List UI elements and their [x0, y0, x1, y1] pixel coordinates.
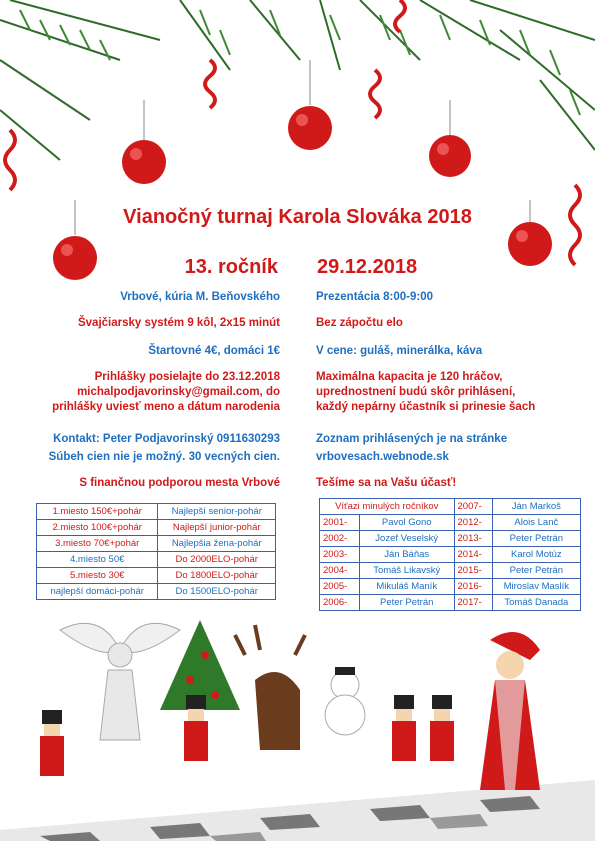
winner-name: Jozef Veselský: [359, 531, 454, 547]
winner-year: 2015-: [454, 563, 492, 579]
capacity-line-1: Maximálna kapacita je 120 hráčov,: [316, 371, 503, 383]
prize-category: Do 1800ELO-pohár: [158, 568, 276, 584]
capacity-line-3: každý nepárny účastník si prinesie šach: [316, 401, 536, 413]
elo-note: Bez zápočtu elo: [316, 317, 403, 329]
registration-line-1: Prihlášky posielajte do 23.12.2018: [94, 371, 280, 383]
winner-name: Peter Petrán: [359, 595, 454, 611]
winner-name: Karol Motúz: [492, 547, 580, 563]
event-date: 29.12.2018: [317, 256, 418, 278]
table-row: [320, 531, 581, 547]
bauble-1: [122, 100, 166, 184]
table-row: [37, 568, 276, 584]
winner-year: 2001-: [320, 515, 360, 531]
winner-year: 2002-: [320, 531, 360, 547]
prize-category: Do 2000ELO-pohár: [158, 552, 276, 568]
prize-category: Najlepší senior-pohár: [158, 504, 276, 520]
table-row: [37, 552, 276, 568]
table-row: [37, 584, 276, 600]
presentation-time: Prezentácia 8:00-9:00: [316, 291, 433, 303]
tournament-system: Švajčiarsky systém 9 kôl, 2x15 minút: [77, 317, 280, 329]
table-header-row: [320, 499, 581, 515]
table-row: [320, 515, 581, 531]
winner-name: Mikuláš Maník: [359, 579, 454, 595]
winner-name: Ján Markoš: [492, 499, 580, 515]
winner-name: Tomáš Danada: [492, 595, 580, 611]
list-website[interactable]: vrbovesach.webnode.sk: [316, 451, 449, 463]
winners-table: [319, 498, 581, 611]
registration-line-3: prihlášky uviesť meno a dátum narodenia: [52, 401, 280, 413]
nutcracker-3: [392, 695, 416, 761]
prize-place: 3.miesto 70€+pohár: [37, 536, 158, 552]
winner-year: 2007-: [454, 499, 492, 515]
table-row: [37, 520, 276, 536]
prize-place: 1.miesto 150€+pohár: [37, 504, 158, 520]
winner-name: Miroslav Maslík: [492, 579, 580, 595]
winner-year: 2017-: [454, 595, 492, 611]
table-row: [37, 536, 276, 552]
table-row: [320, 563, 581, 579]
winner-name: Peter Petrán: [492, 563, 580, 579]
nutcracker-2: [184, 695, 208, 761]
winner-year: 2013-: [454, 531, 492, 547]
winner-year: 2005-: [320, 579, 360, 595]
winner-name: Peter Petrán: [492, 531, 580, 547]
sponsor-note: S finančnou podporou mesta Vrbové: [79, 477, 280, 489]
santa-king: [480, 632, 540, 790]
christmas-decoration: [0, 0, 595, 290]
winner-year: 2016-: [454, 579, 492, 595]
registration-info: [20, 370, 280, 415]
winner-year: 2012-: [454, 515, 492, 531]
venue: Vrbové, kúria M. Beňovského: [120, 291, 280, 303]
angel-pawn: [60, 623, 180, 740]
participants-list-info: [316, 432, 586, 465]
included-items: V cene: guláš, minerálka, káva: [316, 345, 483, 357]
table-row: [320, 579, 581, 595]
contact: Kontakt: Peter Podjavorinský 0911630293: [53, 433, 280, 445]
snowman: [325, 667, 365, 735]
list-line-1: Zoznam prihlásených je na stránke: [316, 433, 508, 445]
winner-name: Tomáš Likavský: [359, 563, 454, 579]
registration-line-2[interactable]: michalpodjavorinsky@gmail.com, do: [77, 386, 280, 398]
page-title: Vianočný turnaj Karola Slováka 2018: [123, 206, 472, 228]
table-row: [320, 547, 581, 563]
nutcracker-4: [430, 695, 454, 761]
winner-name: Ján Báňas: [359, 547, 454, 563]
edition-label: 13. ročník: [184, 256, 278, 278]
prize-category: Najlepšia žena-pohár: [158, 536, 276, 552]
capacity-info: [316, 370, 586, 415]
winners-header: Víťazi minulých ročníkov: [320, 499, 455, 515]
prize-category: Do 1500ELO-pohár: [158, 584, 276, 600]
prize-place: najlepší domáci-pohár: [37, 584, 158, 600]
prize-table: [36, 503, 276, 600]
bauble-2: [288, 60, 332, 150]
prize-place: 5.miesto 30€: [37, 568, 158, 584]
winner-name: Pavol Gono: [359, 515, 454, 531]
welcome-text: Tešíme sa na Vašu účasť!: [316, 477, 457, 489]
winner-year: 2014-: [454, 547, 492, 563]
capacity-line-2: uprednostnení budú skôr prihlásení,: [316, 386, 516, 398]
prize-place: 2.miesto 100€+pohár: [37, 520, 158, 536]
chess-illustration: [0, 600, 595, 841]
winner-year: 2004-: [320, 563, 360, 579]
entry-fee: Štartovné 4€, domáci 1€: [148, 345, 280, 357]
reindeer-knight: [235, 625, 305, 750]
prizes-note: Súbeh cien nie je možný. 30 vecných cien.: [48, 451, 280, 463]
winner-year: 2006-: [320, 595, 360, 611]
winner-year: 2003-: [320, 547, 360, 563]
winner-name: Alois Lanč: [492, 515, 580, 531]
table-row: [37, 504, 276, 520]
prize-category: Najlepší junior-pohár: [158, 520, 276, 536]
nutcracker-1: [40, 710, 64, 776]
prize-place: 4.miesto 50€: [37, 552, 158, 568]
bauble-3: [429, 100, 471, 177]
